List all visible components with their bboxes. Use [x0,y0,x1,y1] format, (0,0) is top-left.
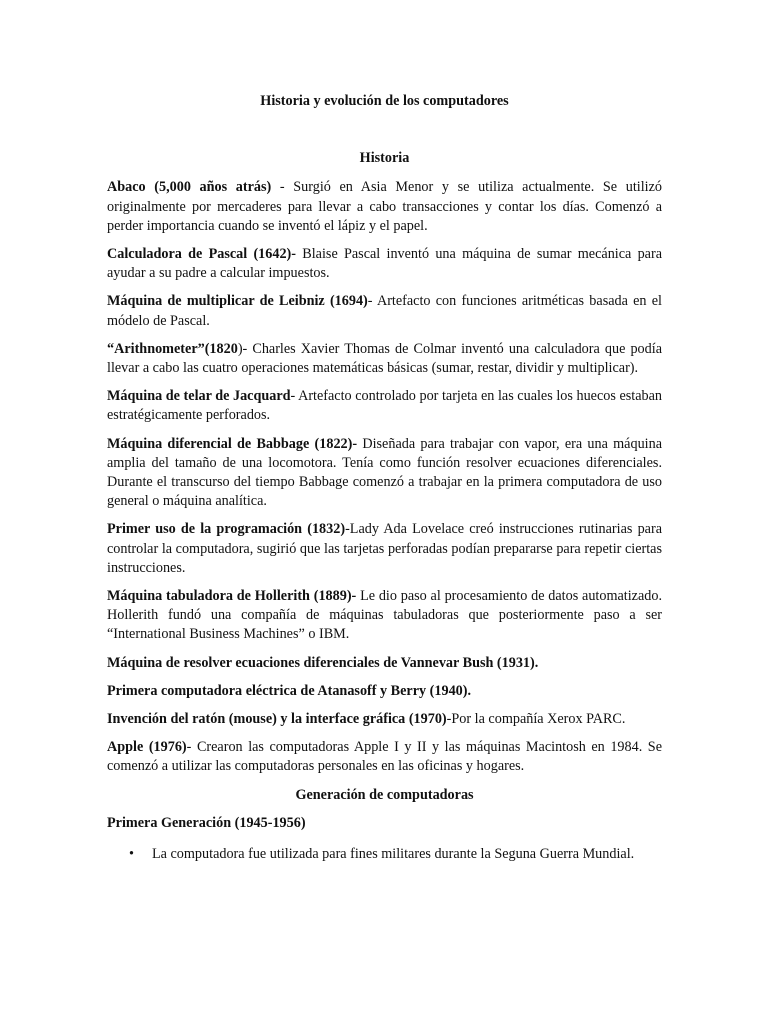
entry-text: Blaise Pascal inventó una máquina de sumar mecánica para ayudar a su padre a calcular impuestos. [107,246,662,282]
entry-term: Abaco (5,000 años atrás) [107,179,272,196]
primera-generacion-list [107,845,662,864]
entry-term: Máquina tabuladora de Hollerith (1889)- [107,588,357,605]
entry-text: - Surgió en Asia Menor y se utiliza actualmente. Se utilizó originalmente por mercaderes para llevar a cabo transacciones y contar los días. Comenzó a perder importancia cuando se inventó el lápiz y el papel. [107,179,662,234]
entry-primer-uso-programacion [107,520,662,578]
entry-maquina-leibniz [107,292,662,330]
entry-term: Máquina de multiplicar de Leibniz (1694) [107,293,368,310]
list-item-text: La computadora fue utilizada para fines militares durante la Seguna Guerra Mundial. [152,846,635,863]
entry-text: -Lady Ada Lovelace creó instrucciones rutinarias para controlar la computadora, sugirió que las tarjetas perforadas podían prepararse para repetir ciertas instrucciones. [107,521,662,576]
entry-term: Primer uso de la programación (1832) [107,521,346,538]
entry-term: Máquina de telar de Jacquard [107,388,291,405]
entry-term: Máquina diferencial de Babbage (1822)- [107,435,358,452]
entry-apple [107,738,662,776]
list-item [107,845,662,864]
entry-text: - Artefacto controlado por tarjeta en las cuales los huecos estaban estratégicamente perforados. [107,388,662,424]
section-heading-historia: Historia [359,150,410,167]
entry-telar-jacquard [107,387,662,425]
entry-maquina-babbage [107,435,662,512]
entry-invencion-raton [107,710,662,729]
entry-term: Invención del ratón (mouse) y la interface gráfica (1970) [107,711,447,728]
primera-generacion-heading: Primera Generación (1945-1956) [107,814,306,831]
entry-abaco [107,178,662,236]
entry-atanasoff-berry: Primera computadora eléctrica de Atanasoff y Berry (1940). [107,682,472,699]
entry-text: Le dio paso al procesamiento de datos automatizado. Hollerith fundó una compañía de máquinas tabuladoras que posteriormente paso a ser “International Business Machines” o IBM. [107,588,662,643]
entry-calculadora-pascal [107,245,662,283]
entry-text: -Por la compañía Xerox PARC. [446,711,626,728]
entry-term: “Arithnometer”(1820 [107,340,238,357]
entry-text: - Artefacto con funciones aritméticas basada en el módelo de Pascal. [107,293,662,329]
entry-text: Diseñada para trabajar con vapor, era una máquina amplia del tamaño de una locomotora. Tenía como función resolver ecuaciones diferenciales. Durante el transcurso del tiempo Babbage comenzó a trabajar en la primera computadora de uso general o máquina analítica. [107,435,662,510]
entry-term: Calculadora de Pascal (1642)- [107,246,297,263]
document-body [107,92,662,864]
entry-arithnometer [107,340,662,378]
entry-tabuladora-hollerith [107,587,662,645]
document-title: Historia y evolución de los computadores [260,93,509,109]
entry-vannevar-bush: Máquina de resolver ecuaciones diferenciales de Vannevar Bush (1931). [107,654,539,671]
section-heading-generacion: Generación de computadoras [295,786,474,803]
entry-term: Apple (1976) [107,739,187,756]
entry-text: - Crearon las computadoras Apple I y II y las máquinas Macintosh en 1984. Se comenzó a utilizar las computadoras personales en las oficinas y hogares. [107,739,662,775]
entry-text: )- Charles Xavier Thomas de Colmar inventó una calculadora que podía llevar a cabo las cuatro operaciones matemáticas básicas (sumar, restar, dividir y multiplicar). [107,340,662,377]
bullet-icon: • [129,846,134,863]
